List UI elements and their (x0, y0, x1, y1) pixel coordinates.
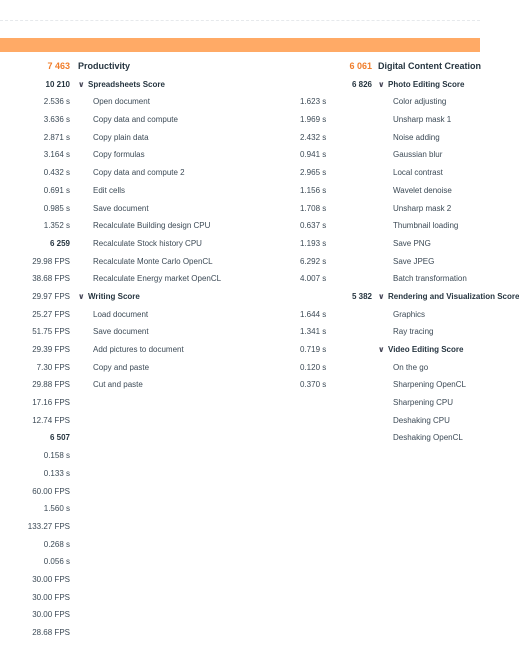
score-value: 0.719 s (300, 345, 327, 354)
test-label: Save PNG (393, 238, 431, 248)
score-value: 29.39 FPS (32, 345, 70, 354)
test-label: Local contrast (393, 168, 443, 178)
score-value: 0.985 s (43, 203, 70, 213)
score-value: 1.193 s (300, 238, 327, 248)
section-label: Spreadsheets Score (88, 79, 165, 89)
dcc-score: 6 061 (349, 61, 372, 71)
section-toggle[interactable] (78, 288, 338, 306)
test-label: Copy data and compute 2 (93, 168, 185, 178)
test-label: Thumbnail loading (393, 221, 459, 231)
test-label: Unsharp mask 1 (393, 115, 452, 125)
section-label: Video Editing Score (388, 345, 464, 354)
score-value: 2.536 s (43, 97, 70, 107)
productivity-score: 7 463 (47, 61, 70, 71)
test-label: Sharpening CPU (393, 398, 454, 408)
chevron-down-icon: ∨ (78, 291, 85, 301)
score-value: 0.691 s (43, 185, 70, 195)
test-label: Batch transformation (393, 274, 467, 284)
score-value: 3.164 s (43, 150, 70, 160)
score-value: 30.00 FPS (32, 610, 70, 620)
score-value: 10 210 (45, 79, 70, 89)
test-label: Copy and paste (93, 362, 150, 372)
chevron-down-icon: ∨ (378, 79, 385, 89)
test-label: Save JPEG (393, 256, 435, 266)
score-value: 6.292 s (300, 256, 327, 266)
test-label: Noise adding (393, 132, 440, 142)
test-label: Add pictures to document (93, 345, 184, 354)
section-toggle[interactable] (78, 76, 338, 94)
test-label: Edit cells (93, 185, 126, 195)
dcc-tests-column (378, 58, 519, 447)
score-value: 29.97 FPS (32, 291, 70, 301)
test-label: Open document (93, 97, 150, 107)
productivity-title: Productivity (78, 61, 131, 71)
score-value: 4.007 s (300, 274, 327, 284)
section-toggle[interactable] (378, 341, 480, 359)
score-value: 0.268 s (43, 539, 70, 549)
section-label: Writing Score (88, 291, 140, 301)
test-label: Recalculate Stock history CPU (93, 238, 202, 248)
score-value: 12.74 FPS (32, 415, 70, 425)
section-label: Rendering and Visualization Score (388, 291, 519, 301)
score-value: 25.27 FPS (32, 309, 70, 319)
score-value: 0.637 s (300, 221, 327, 231)
score-value: 5 382 (351, 291, 372, 301)
test-label: Unsharp mask 2 (393, 203, 452, 213)
score-value: 6 259 (49, 238, 70, 248)
test-label: Graphics (393, 309, 426, 319)
score-value: 0.133 s (43, 468, 70, 478)
chevron-down-icon: ∨ (78, 79, 85, 89)
score-value: 0.941 s (300, 150, 327, 160)
score-value: 0.056 s (43, 557, 70, 567)
test-label: Load document (93, 309, 149, 319)
score-value: 29.98 FPS (32, 256, 70, 266)
section-toggle[interactable] (378, 76, 480, 94)
test-label: Gaussian blur (393, 150, 443, 160)
score-value: 2.432 s (300, 132, 327, 142)
score-value: 133.27 FPS (27, 521, 70, 531)
score-value: 2.871 s (43, 132, 70, 142)
test-label: Deshaking OpenCL (393, 433, 463, 443)
score-value: 17.16 FPS (32, 398, 70, 408)
test-label: Recalculate Monte Carlo OpenCL (93, 256, 213, 266)
score-value: 1.623 s (300, 97, 327, 107)
score-value: 1.969 s (300, 115, 327, 125)
dcc-title: Digital Content Creation (378, 61, 481, 71)
test-label: Copy data and compute (93, 115, 178, 125)
chevron-down-icon: ∨ (378, 291, 385, 301)
score-value: 6 507 (49, 433, 70, 443)
score-value: 1.156 s (300, 185, 327, 195)
test-label: Ray tracing (393, 327, 434, 337)
score-value: 1.708 s (300, 203, 327, 213)
score-value: 0.370 s (300, 380, 327, 390)
test-label: Cut and paste (93, 380, 143, 390)
test-label: Sharpening OpenCL (393, 380, 466, 390)
test-label: Wavelet denoise (393, 185, 452, 195)
section-toggle[interactable] (378, 288, 519, 306)
test-label: On the go (393, 362, 429, 372)
accent-bar (0, 38, 480, 52)
section-label: Photo Editing Score (388, 79, 465, 89)
test-label: Copy formulas (93, 150, 145, 160)
score-value: 29.88 FPS (32, 380, 70, 390)
left-score-column (0, 58, 70, 642)
test-label: Save document (93, 203, 149, 213)
score-value: 60.00 FPS (32, 486, 70, 496)
score-value: 0.432 s (43, 168, 70, 178)
score-value: 6 826 (351, 79, 372, 89)
score-value: 7.30 FPS (36, 362, 70, 372)
test-label: Deshaking CPU (393, 415, 450, 425)
productivity-column (78, 58, 338, 394)
chevron-down-icon: ∨ (378, 345, 385, 354)
score-value: 0.158 s (43, 451, 70, 461)
score-value: 1.352 s (43, 221, 70, 231)
score-value: 30.00 FPS (32, 574, 70, 584)
score-value: 1.644 s (300, 309, 327, 319)
test-label: Recalculate Building design CPU (93, 221, 211, 231)
test-label: Recalculate Energy market OpenCL (93, 274, 222, 284)
top-divider (0, 20, 480, 21)
test-label: Copy plain data (93, 132, 149, 142)
score-value: 1.560 s (43, 504, 70, 514)
score-value: 30.00 FPS (32, 592, 70, 602)
score-value: 28.68 FPS (32, 628, 70, 637)
dcc-score-column (300, 58, 372, 394)
score-value: 1.341 s (300, 327, 327, 337)
score-value: 51.75 FPS (32, 327, 70, 337)
score-value: 0.120 s (300, 362, 327, 372)
score-value: 2.965 s (300, 168, 327, 178)
test-label: Save document (93, 327, 149, 337)
score-value: 38.68 FPS (32, 274, 70, 284)
score-value: 3.636 s (43, 115, 70, 125)
test-label: Color adjusting (393, 97, 447, 107)
